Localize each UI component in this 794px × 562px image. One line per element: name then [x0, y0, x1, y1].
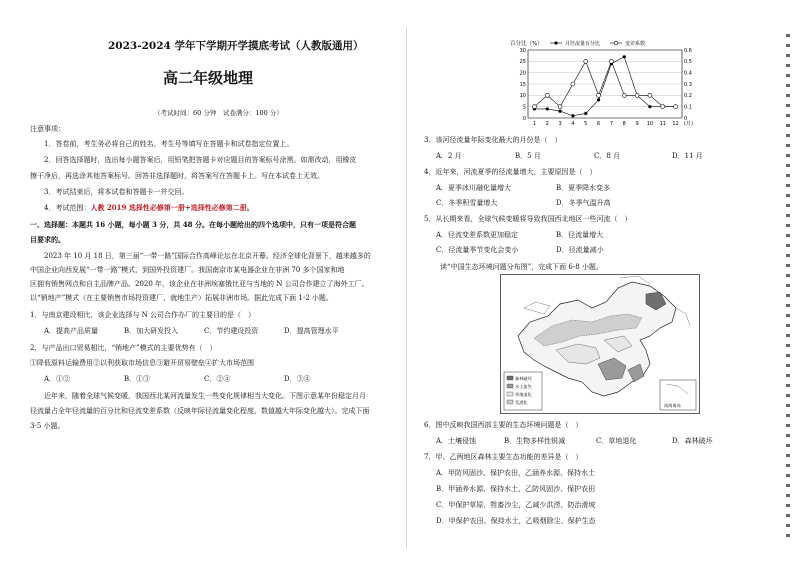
- q1-option-b[interactable]: B．加大研发投入: [124, 327, 179, 335]
- note-2-cont: 擦干净后，再选涂其他答案标号。回答非选择题时，将答案写在答题卡上。写在本试卷上无效。: [30, 172, 324, 180]
- notes-heading: 注意事项：: [30, 125, 65, 133]
- cv-point: [674, 105, 678, 109]
- q4-stem: 4．近年来，河流夏季的径流量增大，主要原因是（ ）: [424, 168, 597, 176]
- note-2: 2．回答选择题时，选出每小题答案后，用铅笔把答题卡对应题目的答案标号涂黑。如需改动，用橡皮: [44, 156, 357, 164]
- q7-option-d[interactable]: D．甲保护农田、保持水土，乙吸烟除尘、保护生态: [436, 517, 596, 525]
- cv-point: [661, 105, 665, 109]
- q3-option-d[interactable]: D．11 月: [672, 152, 703, 160]
- cv-point: [609, 59, 613, 63]
- q6-option-a[interactable]: A．土壤侵蚀: [436, 437, 477, 445]
- q2-option-b[interactable]: B．①③: [124, 375, 151, 383]
- q3-option-b[interactable]: B．5 月: [515, 152, 541, 160]
- note-3: 3．考试结束后，将本试卷和答题卡一并交回。: [44, 188, 189, 196]
- chart-right-tick-label: 0.2: [684, 93, 692, 100]
- q6-option-b[interactable]: B．生物多样性锐减: [504, 437, 566, 445]
- chart-right-tick-label: 0.4: [684, 70, 692, 77]
- runoff-point: [597, 98, 600, 101]
- exam-info: （考试时间：60 分钟 试卷满分：100 分）: [154, 109, 283, 117]
- q6-option-c[interactable]: C．草地退化: [596, 437, 637, 445]
- passage2-line-1: 近年来，随着全球气候变暖，我国西北某河流量发生一些变化规律相当大变化。下图示意某年份稳定月月: [44, 392, 366, 400]
- cv-point: [532, 105, 536, 109]
- runoff-point: [623, 55, 626, 58]
- q1-option-d[interactable]: D．提高管理水平: [284, 327, 339, 335]
- chart-x-tick-label: 2: [545, 121, 549, 127]
- passage2-line-2: 径流量占全年径流量的百分比和径流变差系数（反映年际径流量变化程度，数值越大年际变化越大）。完成下面: [30, 407, 370, 415]
- chart-left-tick-label: 30: [519, 47, 526, 54]
- runoff-point: [546, 107, 549, 110]
- chart-x-unit: (月): [684, 121, 693, 127]
- cv-point: [622, 93, 626, 97]
- chart-left-tick-label: 10: [519, 93, 526, 100]
- scope-red: 人教 2019 选择性必修第一册+选择性必修第二册。: [90, 203, 254, 212]
- chart-x-tick-label: 9: [635, 121, 639, 127]
- q4-option-c[interactable]: C．冬季积雪量增大: [436, 199, 498, 207]
- cv-point: [545, 93, 549, 97]
- legend-desert: 荒漠化: [515, 400, 528, 405]
- cv-point: [584, 59, 588, 63]
- cv-point: [571, 82, 575, 86]
- inset-label: 南海诸岛: [664, 403, 681, 408]
- q5-option-b[interactable]: B．径流量增大: [556, 231, 604, 239]
- section1-heading-cont: 目要求的。: [30, 235, 65, 244]
- chart-x-tick-label: 1: [532, 121, 537, 127]
- q7-option-a[interactable]: A．甲防风固沙、保护农田，乙涵养水源、保持水土: [436, 469, 596, 477]
- legend-soil: 水土流失: [515, 384, 532, 389]
- legend-grass: 草地退化: [515, 392, 532, 397]
- cv-point: [648, 93, 652, 97]
- chart-left-tick-label: 20: [519, 70, 526, 77]
- q7-option-c[interactable]: C．甲保护草原、牲畜沙尘，乙减少洪涝、防治滑坡: [436, 501, 596, 509]
- q1-stem: 1．与南京建设相比，该企业选择与 N 公司合作办厂的主要目的是（ ）: [30, 311, 256, 319]
- chart-right-tick-label: 0.1: [684, 104, 692, 111]
- q7-stem: 7．甲、乙两地区森林主要生态功能的差异是（ ）: [424, 453, 583, 461]
- q3-option-c[interactable]: C．8 月: [594, 152, 621, 160]
- chart-right-tick-label: 0: [684, 115, 688, 122]
- subject-title: 高二年级地理: [163, 69, 254, 87]
- q4-option-d[interactable]: D．冬季气温升高: [556, 199, 611, 207]
- legend-forest: 森林破坏: [515, 376, 532, 381]
- q2-option-a[interactable]: A．①②: [44, 375, 71, 383]
- q2-stem: 2．与产品出口贸易相比，“销地产”模式的主要优势有（ ）: [30, 344, 217, 352]
- series-line-0: [534, 57, 675, 116]
- q5-stem: 5．从长期来看，全球气候变暖将导致我国西北地区一些河流（ ）: [424, 215, 632, 223]
- runoff-point: [571, 114, 574, 117]
- q4-option-a[interactable]: A．夏季冰川融化量增大: [436, 184, 512, 192]
- q3-option-a[interactable]: A．2 月: [436, 152, 462, 160]
- runoff-chart: [510, 38, 700, 130]
- exam-header: 2023-2024 学年下学期开学摸底考试（人教版通用）: [108, 40, 364, 52]
- q2-option-d[interactable]: D．③④: [284, 375, 311, 383]
- passage2-line-3: 3-5 小题。: [30, 422, 65, 430]
- passage1-line-3: 区拥有销售网点和自主品牌产品。2020 年，该企业在非洲埃塞俄比亚与当地的 N 公司合作建立了海外工厂。: [30, 280, 369, 288]
- chart-left-tick-label: 0: [522, 115, 526, 122]
- passage1-line-4: 以“销地产”模式（在主要销售市场投资建厂，就地生产）拓展非洲市场。据此完成下面 1-2 小题。: [30, 294, 333, 302]
- chart-x-tick-label: 4: [571, 121, 575, 127]
- runoff-point: [558, 110, 561, 113]
- runoff-point: [648, 105, 651, 108]
- chart-right-tick-label: 0.6: [684, 47, 692, 54]
- chart-x-tick-label: 10: [646, 121, 654, 127]
- q6-option-d[interactable]: D．森林破坏: [672, 437, 713, 445]
- column-divider: [406, 28, 407, 548]
- chart-left-tick-label: 15: [519, 81, 526, 88]
- q3-stem: 3．该河径流量年际变化最大的月份是（ ）: [424, 136, 562, 144]
- binding-edge: [786, 34, 790, 544]
- legend-label-cv: 变差系数: [625, 41, 646, 47]
- cv-point: [558, 105, 562, 109]
- chart-y-left-label: 百分比（%）: [510, 41, 543, 47]
- chart-x-tick-label: 6: [596, 121, 601, 127]
- runoff-point: [584, 112, 587, 115]
- q4-option-b[interactable]: B．夏季降水变多: [556, 184, 611, 192]
- chart-right-tick-label: 0.5: [684, 59, 692, 66]
- map-legend: [504, 372, 542, 410]
- chart-x-tick-label: 5: [584, 121, 588, 127]
- q2-items: ①降低原料运输费用②以利获取市场信息③避开贸易壁垒④扩大市场范围: [30, 359, 254, 367]
- note-4: [44, 203, 254, 213]
- q7-option-b[interactable]: B．甲涵养水源、保持水土，乙防风固沙、保护农田: [436, 485, 596, 493]
- chart-x-tick-label: 3: [558, 121, 562, 127]
- chart-legend: [550, 40, 645, 47]
- note-1: 1．答卷前，考生务必将自己的姓名、考生号等填写在答题卡和试卷指定位置上。: [44, 140, 294, 148]
- chart-left-tick-label: 25: [519, 59, 526, 66]
- passage1-line-2: 中国企业向西发展“一带一路”模式，到国外投资建厂。我国南京市某电器企业在非洲 70 多个国家和地: [30, 266, 345, 274]
- south-sea-inset: [660, 380, 696, 410]
- section1-heading: 一、选择题：本题共 16 小题，每小题 3 分，共 48 分。在每小题给出的四个选项中，只有一项是符合题: [30, 220, 356, 229]
- map-intro: 读“中国生态环境问题分布图”，完成下面 6-8 小题。: [440, 263, 603, 271]
- q6-stem: 6．图中反映我国西部主要的生态环境问题是（ ）: [424, 421, 583, 429]
- chart-right-tick-label: 0.3: [684, 81, 692, 88]
- chart-x-tick-label: 12: [672, 121, 679, 127]
- chart-x-tick-label: 11: [659, 121, 666, 127]
- china-eco-map: [500, 274, 700, 414]
- cv-point: [597, 93, 601, 97]
- q1-option-a[interactable]: A．提高产品质量: [44, 327, 99, 335]
- chart-x-tick-label: 8: [622, 121, 626, 127]
- chart-left-tick-label: 5: [522, 104, 526, 111]
- cv-point: [635, 93, 639, 97]
- q2-option-c[interactable]: C．②④: [204, 375, 231, 383]
- passage1-line-1: 2023 年 10 月 18 日，第三届“一带一路”国际合作高峰论坛在北京开幕。经济全球化背景下，越来越多的: [44, 252, 371, 260]
- q5-option-c[interactable]: C．径流量季节变化会变小: [436, 246, 519, 254]
- q1-option-c[interactable]: C．节约建设投资: [204, 327, 259, 335]
- chart-x-tick-label: 7: [609, 121, 614, 127]
- q5-option-a[interactable]: A．径流变差系数更加稳定: [436, 231, 519, 239]
- scope-prefix: 4．考试范围：: [44, 204, 91, 212]
- q5-option-d[interactable]: D．径流量减小: [556, 246, 604, 254]
- legend-label-runoff: 月径流量百分比: [565, 41, 601, 47]
